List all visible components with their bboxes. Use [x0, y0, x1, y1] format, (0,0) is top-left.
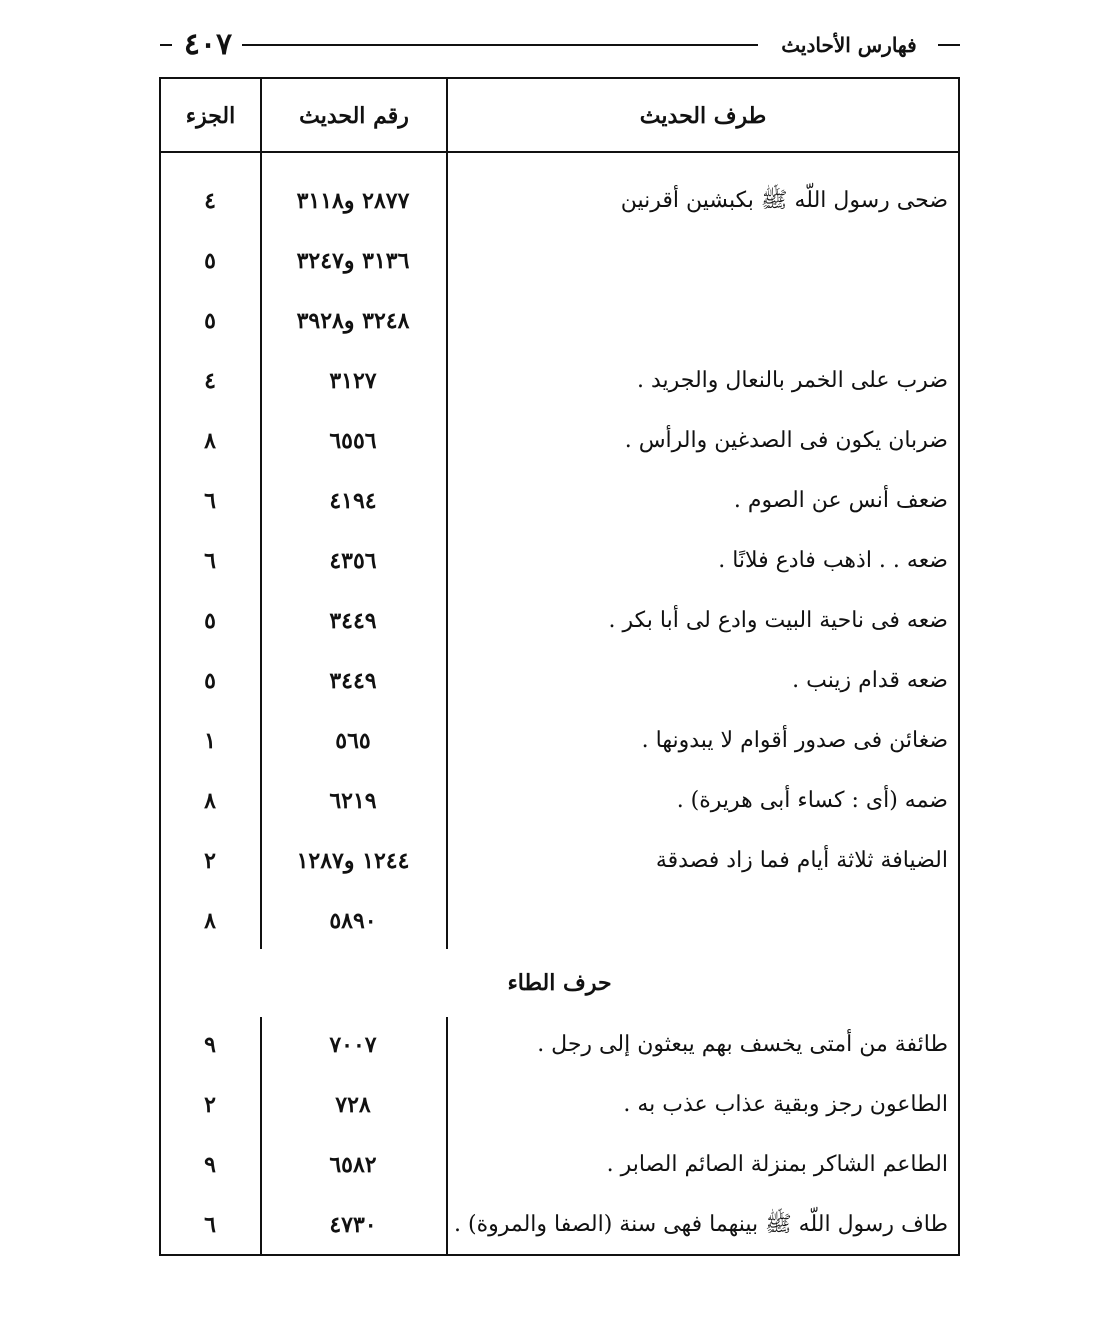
table-row — [161, 531, 958, 591]
hadith-end-cell: ضعه قدام زينب . — [792, 668, 948, 693]
volume-cell: ١ — [204, 728, 216, 754]
volume-cell: ٩ — [204, 1152, 216, 1178]
page-header — [160, 26, 960, 66]
hadith-number-cell: ٤١٩٤ — [329, 488, 377, 514]
hadith-number-cell: ٦٥٥٦ — [329, 428, 377, 454]
volume-cell: ٦ — [204, 548, 216, 574]
table-row — [161, 891, 958, 951]
hadith-end-cell: الطاعون رجز وبقية عذاب عذب به . — [623, 1092, 948, 1117]
column-header-volume: الجزء — [185, 103, 236, 129]
hadith-number-cell: ٦٢١٩ — [329, 788, 377, 814]
hadith-end-cell: ضحى رسول اللّه ﷺ بكبشين أقرنين — [620, 188, 948, 213]
table-row — [161, 1135, 958, 1195]
volume-cell: ٤ — [204, 188, 216, 214]
hadith-number-cell: ٢٨٧٧ و٣١١٨ — [296, 188, 410, 214]
hadith-end-cell: الطاعم الشاكر بمنزلة الصائم الصابر . — [606, 1152, 948, 1177]
table-row — [161, 471, 958, 531]
table-row — [161, 591, 958, 651]
hadith-number-cell: ٥٦٥ — [335, 728, 371, 754]
volume-cell: ٦ — [204, 488, 216, 514]
hadith-number-cell: ٤٣٥٦ — [329, 548, 377, 574]
table-row — [161, 351, 958, 411]
header-rule — [938, 44, 960, 46]
section-title: حرف الطاء — [507, 970, 612, 996]
table-row — [161, 231, 958, 291]
hadith-number-cell: ٣٢٤٨ و٣٩٢٨ — [296, 308, 410, 334]
hadith-end-cell: ضمه (أى : كساء أبى هريرة) . — [676, 788, 948, 813]
table-row — [161, 1015, 958, 1075]
table-row — [161, 831, 958, 891]
volume-cell: ٥ — [204, 308, 216, 334]
volume-cell: ٢ — [204, 848, 216, 874]
table-row — [161, 651, 958, 711]
header-rule — [160, 44, 172, 46]
table-row — [161, 411, 958, 471]
hadith-number-cell: ٣٤٤٩ — [329, 668, 377, 694]
volume-cell: ٤ — [204, 368, 216, 394]
table-row — [161, 1075, 958, 1135]
hadith-end-cell: ضعه فى ناحية البيت وادع لى أبا بكر . — [608, 608, 948, 633]
hadith-end-cell — [458, 241, 948, 281]
column-header-hadith-number: رقم الحديث — [299, 103, 409, 129]
hadith-number-cell: ٣٤٤٩ — [329, 608, 377, 634]
hadith-end-cell: ضعف أنس عن الصوم . — [733, 488, 948, 513]
hadith-end-cell: طائفة من أمتى يخسف بهم يبعثون إلى رجل . — [537, 1032, 948, 1057]
hadith-end-cell — [458, 301, 948, 341]
table-row — [161, 1195, 958, 1255]
table-row — [161, 171, 958, 231]
volume-cell: ٥ — [204, 608, 216, 634]
hadith-end-cell: ضعه . . اذهب فادع فلانًا . — [718, 548, 948, 573]
hadith-index-table — [159, 77, 960, 1256]
hadith-number-cell: ٣١٢٧ — [329, 368, 377, 394]
hadith-end-cell: ضغائن فى صدور أقوام لا يبدونها . — [641, 728, 948, 753]
hadith-number-cell: ٣١٣٦ و٣٢٤٧ — [296, 248, 410, 274]
hadith-end-cell: الضيافة ثلاثة أيام فما زاد فصدقة — [655, 848, 948, 873]
hadith-end-cell: ضرب على الخمر بالنعال والجريد . — [636, 368, 948, 393]
table-row — [161, 771, 958, 831]
volume-cell: ٨ — [204, 908, 216, 934]
hadith-number-cell: ٧٢٨ — [335, 1092, 371, 1118]
section-divider — [161, 949, 958, 1017]
volume-cell: ٩ — [204, 1032, 216, 1058]
header-rule — [242, 44, 758, 46]
page-number: ٤٠٧ — [183, 27, 233, 62]
volume-cell: ٨ — [204, 788, 216, 814]
volume-cell: ٥ — [204, 668, 216, 694]
hadith-number-cell: ٤٧٣٠ — [329, 1212, 377, 1238]
header-divider — [161, 151, 958, 153]
hadith-number-cell: ٧٠٠٧ — [329, 1032, 377, 1058]
volume-cell: ٦ — [204, 1212, 216, 1238]
hadith-number-cell: ٥٨٩٠ — [329, 908, 377, 934]
hadith-end-cell: ضربان يكون فى الصدغين والرأس . — [624, 428, 948, 453]
hadith-number-cell: ١٢٤٤ و١٢٨٧ — [296, 848, 410, 874]
hadith-end-cell: طاف رسول اللّه ﷺ بينهما فهى سنة (الصفا والمروة) . — [454, 1212, 948, 1237]
table-row — [161, 291, 958, 351]
volume-cell: ٨ — [204, 428, 216, 454]
running-title: فهارس الأحاديث — [781, 33, 917, 57]
table-row — [161, 711, 958, 771]
hadith-end-cell — [458, 901, 948, 941]
volume-cell: ٢ — [204, 1092, 216, 1118]
column-header-hadith-end: طرف الحديث — [639, 103, 767, 129]
volume-cell: ٥ — [204, 248, 216, 274]
hadith-number-cell: ٦٥٨٢ — [329, 1152, 377, 1178]
